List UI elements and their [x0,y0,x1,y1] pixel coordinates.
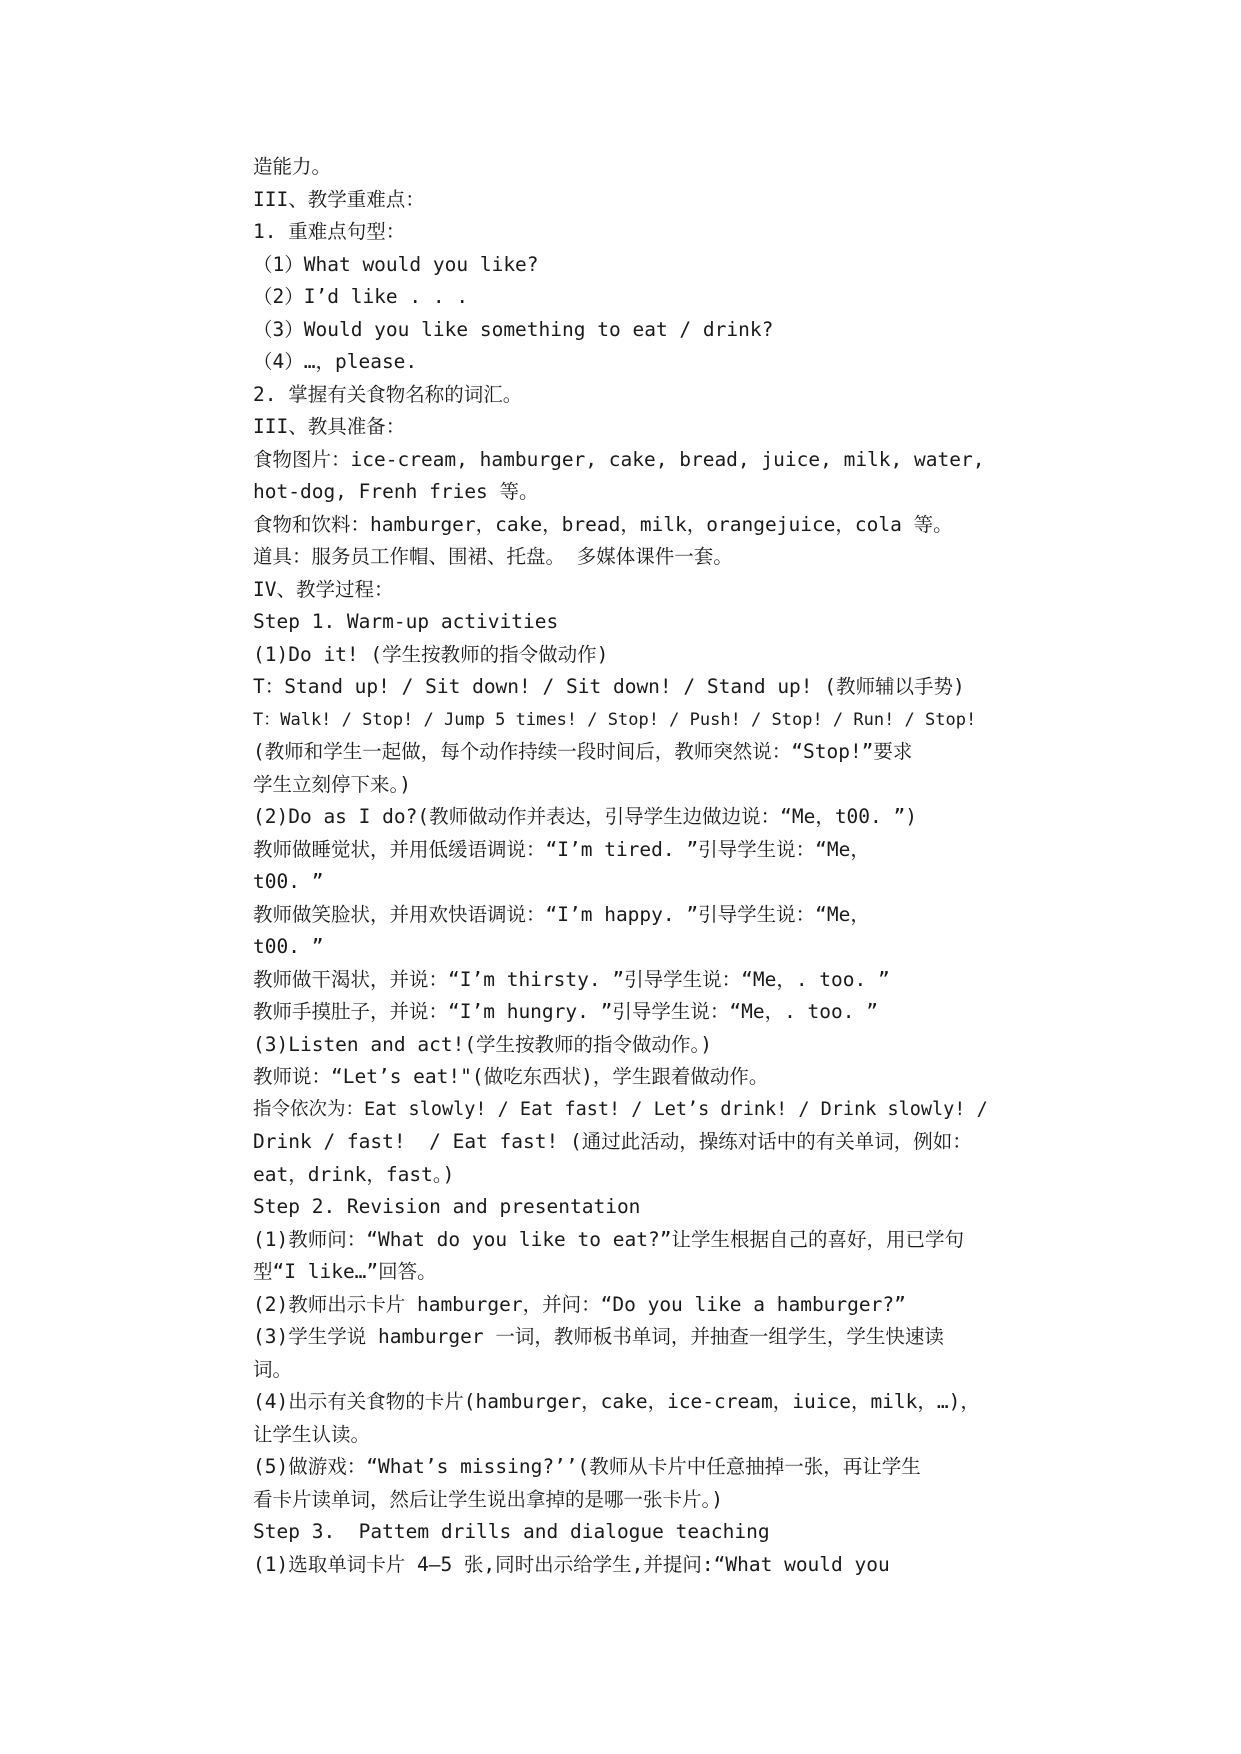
text-line: III、教具准备： [253,415,406,438]
text-line: t00. ” [253,870,324,893]
text-line: IV、教学过程： [253,577,394,601]
text-line: 教师手摸肚子，并说：“I’m hungry. ”引导学生说：“Me，. too. ” [253,1000,878,1023]
text-line: 道具：服务员工作帽、围裙、托盘。 多媒体课件一套。 [253,545,733,568]
text-line: 1. 重难点句型： [253,220,406,243]
text-line: 教师做干渴状，并说：“I’m thirsty. ”引导学生说：“Me，. too. ” [253,967,890,991]
text-line: 2. 掌握有关食物名称的词汇。 [253,382,523,406]
text-line: (4)出示有关食物的卡片(hamburger，cake，ice-cream，iuice，milk，…)， [253,1390,980,1413]
text-line: (1)选取单词卡片 4—5 张,同时出示给学生,并提问:“What would you [253,1552,890,1576]
text-line: 教师做睡觉状，并用低缓语调说：“I’m tired. ”引导学生说：“Me， [253,837,870,861]
text-line: Step 3. Pattem drills and dialogue teaching [253,1520,770,1543]
text-line: （3）Would you like something to eat / drink? [253,317,774,341]
text-line: Step 2. Revision and presentation [253,1195,641,1218]
text-line: (3)Listen and act!(学生按教师的指令做动作。) [253,1032,713,1056]
text-line: eat，drink，fast。) [253,1162,455,1186]
text-line: 指令依次为：Eat slowly! / Eat fast! / Let’s drink! / Drink slowly! / [253,1098,988,1120]
text-line: T：Stand up! / Sit down! / Sit down! / Stand up! (教师辅以手势) [253,675,965,698]
text-line: (2)教师出示卡片 hamburger，并问：“Do you like a hamburger?” [253,1292,906,1316]
text-line: (1)教师问：“What do you like to eat?”让学生根据自己的喜好，用已学句 [253,1227,964,1251]
text-line: 教师说：“Let’s eat!"(做吃东西状)，学生跟着做动作。 [253,1065,769,1088]
text-line: 看卡片读单词，然后让学生说出拿掉的是哪一张卡片。) [253,1487,723,1511]
text-line: Drink / fast! / Eat fast! (通过此活动，操练对话中的有关单词，例如： [253,1130,972,1153]
text-line: 教师做笑脸状，并用欢快语调说：“I’m happy. ”引导学生说：“Me， [253,902,870,926]
text-line: 型“I like…”回答。 [253,1260,437,1283]
text-line: 食物图片：ice-cream, hamburger, cake, bread, juice, milk, water, [253,447,985,471]
text-line: 词。 [253,1357,293,1381]
text-line: III、教学重难点： [253,187,425,211]
text-line: 造能力。 [253,155,332,178]
text-line: (1)Do it! (学生按教师的指令做动作) [253,642,609,666]
text-line: (教师和学生一起做，每个动作持续一段时间后，教师突然说：“Stop!”要求 [253,740,913,763]
text-line: （1）What would you like? [253,252,539,276]
text-line: T：Walk! / Stop! / Jump 5 times! / Stop! / Push! / Stop! / Run! / Stop! [253,709,977,730]
text-line: 食物和饮料：hamburger，cake，bread，milk，orangejuice，cola 等。 [253,512,953,536]
text-line: t00. ” [253,935,324,958]
text-line: (5)做游戏：“What’s missing?’’(教师从卡片中任意抽掉一张，再让学生 [253,1455,921,1478]
document-body [253,151,993,1581]
text-line: (2)Do as I do?(教师做动作并表达，引导学生边做边说：“Me，t00. ”) [253,805,917,828]
text-line: (3)学生学说 hamburger 一词，教师板书单词，并抽查一组学生，学生快速读 [253,1325,944,1348]
text-line: Step 1. Warm-up activities [253,610,559,633]
text-line: （4）…，please. [253,350,418,373]
text-line: hot-dog, Frenh fries 等。 [253,480,539,503]
text-line: （2）I’d like . . . [253,285,469,308]
text-line: 让学生认读。 [253,1422,371,1446]
text-line: 学生立刻停下来。) [253,772,411,796]
